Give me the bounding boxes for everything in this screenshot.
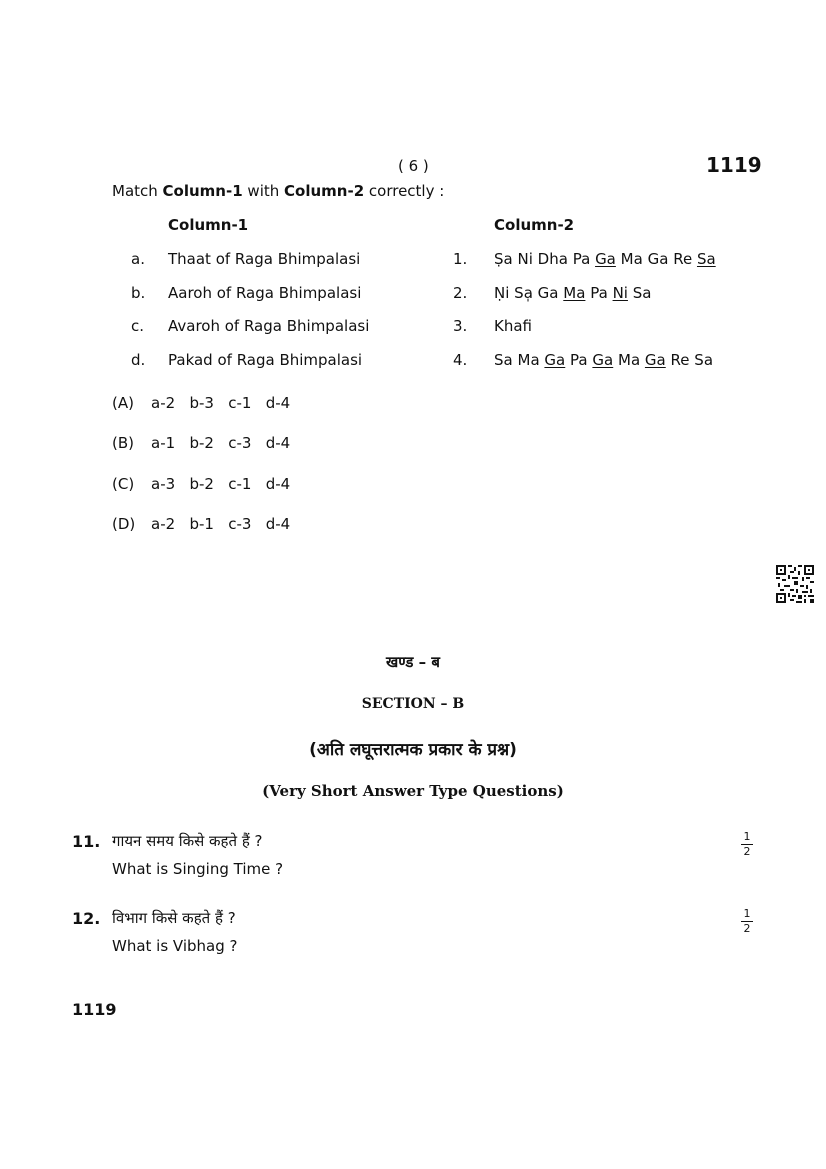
col2-item [494, 351, 713, 369]
column2-heading: Column-2 [494, 216, 575, 234]
swara-note: Ma [517, 351, 540, 369]
swara-note: Ma [618, 351, 641, 369]
swara-note: Ni [612, 284, 628, 302]
swara-note: Ma [563, 284, 586, 302]
swara-note: Re [670, 351, 690, 369]
col1-letter: c. [131, 317, 145, 335]
swara-note: Sa [694, 351, 714, 369]
col1-item: Aaroh of Raga Bhimpalasi [168, 284, 362, 302]
swara-note: Ga [647, 250, 669, 268]
col2-number: 3. [453, 317, 468, 335]
section-hindi-title: खण्ड – ब [386, 653, 440, 671]
swara-note: Ga [592, 351, 614, 369]
qr-code-icon [776, 565, 814, 603]
swara-note: Sa [632, 284, 652, 302]
col2-number: 4. [453, 351, 468, 369]
question-hindi: गायन समय किसे कहते हैं ? [112, 832, 263, 850]
swara-note: Khafi [494, 317, 532, 335]
swara-note: Ga [544, 351, 566, 369]
column1-heading: Column-1 [168, 216, 249, 234]
section-hindi-subtitle: (अति लघूत्तरात्मक प्रकार के प्रश्न) [309, 740, 517, 760]
marks-fraction [741, 831, 753, 858]
col2-item [494, 317, 532, 335]
option-label: (C) [112, 475, 135, 493]
marks-fraction [741, 908, 753, 935]
option-text: a-1 b-2 c-3 d-4 [151, 434, 291, 452]
col1-letter: d. [131, 351, 146, 369]
section-english-subtitle: (Very Short Answer Type Questions) [262, 782, 564, 800]
swara-note: Ṇi [494, 284, 510, 302]
instruction-col1: Column-1 [162, 182, 243, 200]
swara-note: Ṣa [494, 250, 513, 268]
col1-item: Pakad of Raga Bhimpalasi [168, 351, 363, 369]
question-hindi: विभाग किसे कहते हैं ? [112, 909, 236, 927]
col1-item: Thaat of Raga Bhimpalasi [168, 250, 361, 268]
swara-note: Re [673, 250, 693, 268]
swara-note: Ga [644, 351, 666, 369]
swara-note: Sa̩ [514, 284, 533, 302]
swara-note: Ga [537, 284, 559, 302]
swara-note: Pa [570, 351, 588, 369]
option-text: a-2 b-1 c-3 d-4 [151, 515, 291, 533]
col1-item: Avaroh of Raga Bhimpalasi [168, 317, 370, 335]
swara-note: Sa [494, 351, 513, 369]
col1-letter: a. [131, 250, 145, 268]
page-number: ( 6 ) [398, 157, 429, 175]
instruction-col2: Column-2 [284, 182, 365, 200]
swara-note: Sa [696, 250, 716, 268]
instruction-pre: Match [112, 182, 163, 200]
swara-note: Ga [595, 250, 616, 268]
match-instruction [112, 182, 444, 200]
col2-number: 2. [453, 284, 468, 302]
question-number: 11. [72, 832, 101, 851]
col2-number: 1. [453, 250, 468, 268]
marks-numerator: 1 [743, 907, 751, 920]
option-label: (A) [112, 394, 134, 412]
col2-item [494, 250, 716, 268]
question-number: 12. [72, 909, 101, 928]
swara-note: Pa [590, 284, 608, 302]
swara-note: Dha [537, 250, 568, 268]
paper-code-header: 1119 [706, 153, 762, 177]
col2-item [494, 284, 651, 302]
swara-note: Ni [517, 250, 533, 268]
paper-code-footer: 1119 [72, 1000, 117, 1019]
marks-numerator: 1 [743, 830, 751, 843]
option-text: a-2 b-3 c-1 d-4 [151, 394, 291, 412]
option-label: (D) [112, 515, 136, 533]
option-label: (B) [112, 434, 134, 452]
question-english: What is Vibhag ? [112, 937, 238, 955]
option-text: a-3 b-2 c-1 d-4 [151, 475, 291, 493]
col1-letter: b. [131, 284, 146, 302]
marks-denominator: 2 [743, 845, 751, 858]
instruction-post: correctly : [364, 182, 445, 200]
marks-denominator: 2 [743, 922, 751, 935]
instruction-mid: with [242, 182, 285, 200]
question-english: What is Singing Time ? [112, 860, 284, 878]
section-english-title: SECTION – B [361, 696, 465, 712]
swara-note: Ma [620, 250, 643, 268]
swara-note: Pa [572, 250, 591, 268]
